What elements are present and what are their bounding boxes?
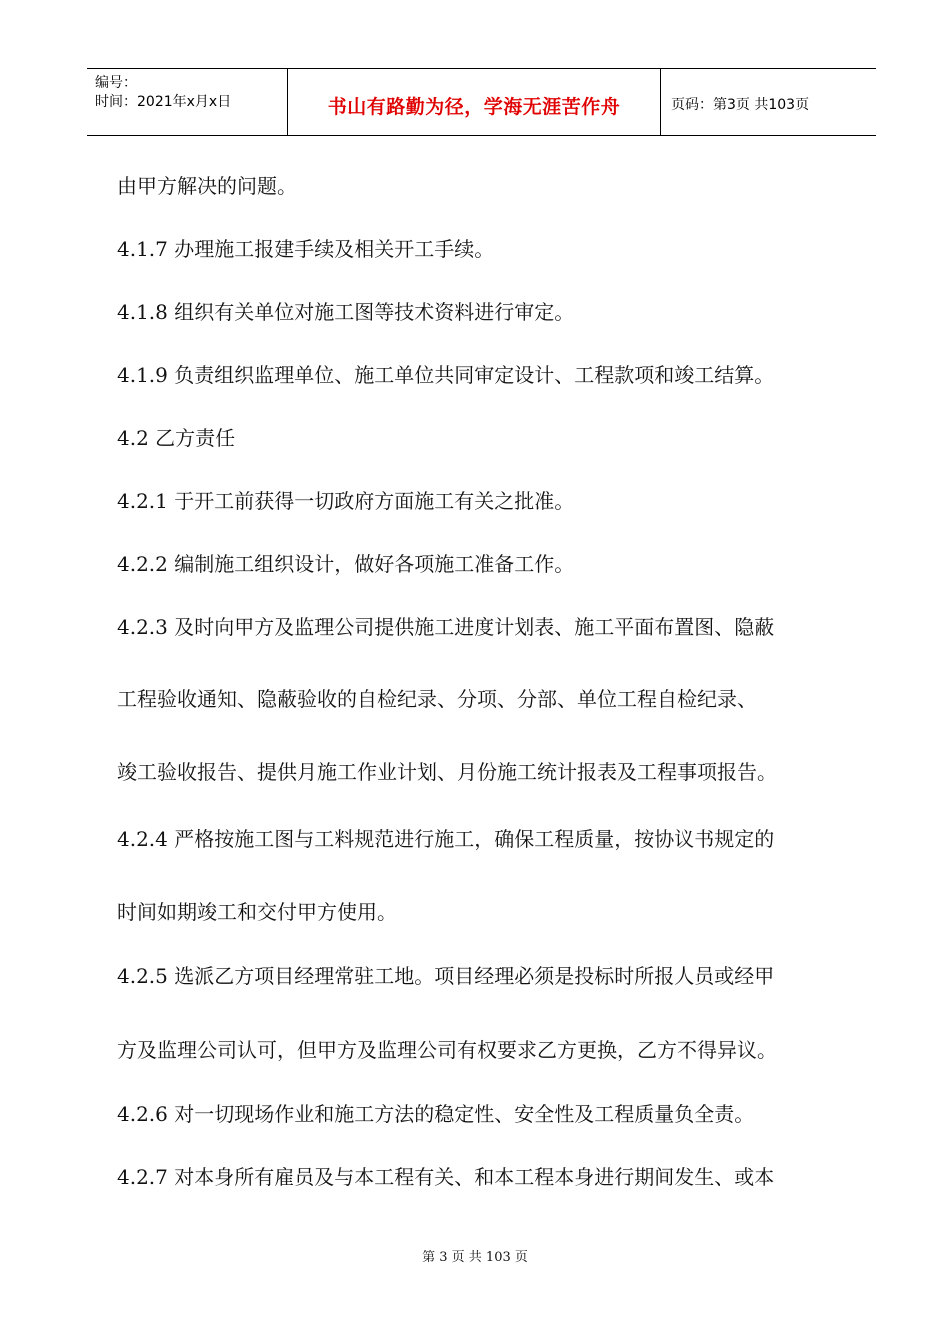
header-motto: 书山有路勤为径，学海无涯苦作舟 — [327, 95, 621, 118]
body-line: 由甲方解决的问题。 — [117, 174, 297, 198]
body-line: 4.2.6 对一切现场作业和施工方法的稳定性、安全性及工程质量负全责。 — [117, 1102, 755, 1126]
body-line: 4.2.4 严格按施工图与工料规范进行施工，确保工程质量，按协议书规定的 — [117, 827, 775, 851]
header-page-cell — [661, 69, 876, 135]
page-header — [87, 68, 876, 136]
document-number-label: 编号： — [95, 75, 137, 91]
body-line: 方及监理公司认可，但甲方及监理公司有权要求乙方更换，乙方不得异议。 — [117, 1038, 777, 1062]
body-line: 4.1.7 办理施工报建手续及相关开工手续。 — [117, 237, 495, 261]
body-line: 时间如期竣工和交付甲方使用。 — [117, 900, 397, 924]
page-footer — [0, 1246, 950, 1265]
body-line: 4.1.9 负责组织监理单位、施工单位共同审定设计、工程款项和竣工结算。 — [117, 363, 775, 387]
body-line: 4.2.5 选派乙方项目经理常驻工地。项目经理必须是投标时所报人员或经甲 — [117, 964, 775, 988]
body-line: 竣工验收报告、提供月施工作业计划、月份施工统计报表及工程事项报告。 — [117, 760, 777, 784]
document-time-label: 时间：2021年x月x日 — [95, 94, 232, 110]
header-info-cell — [87, 69, 288, 135]
body-line: 4.2.7 对本身所有雇员及与本工程有关、和本工程本身进行期间发生、或本 — [117, 1165, 775, 1189]
body-line: 4.1.8 组织有关单位对施工图等技术资料进行审定。 — [117, 300, 575, 324]
body-line: 工程验收通知、隐蔽验收的自检纪录、分项、分部、单位工程自检纪录、 — [117, 687, 757, 711]
section-heading: 4.2 乙方责任 — [117, 426, 236, 450]
header-page-number: 页码：第3页 共103页 — [671, 97, 810, 113]
body-line: 4.2.1 于开工前获得一切政府方面施工有关之批准。 — [117, 489, 575, 513]
header-motto-cell — [288, 69, 661, 135]
body-line: 4.2.2 编制施工组织设计，做好各项施工准备工作。 — [117, 552, 575, 576]
footer-page-number: 第 3 页 共 103 页 — [422, 1250, 528, 1265]
body-line: 4.2.3 及时向甲方及监理公司提供施工进度计划表、施工平面布置图、隐蔽 — [117, 615, 775, 639]
